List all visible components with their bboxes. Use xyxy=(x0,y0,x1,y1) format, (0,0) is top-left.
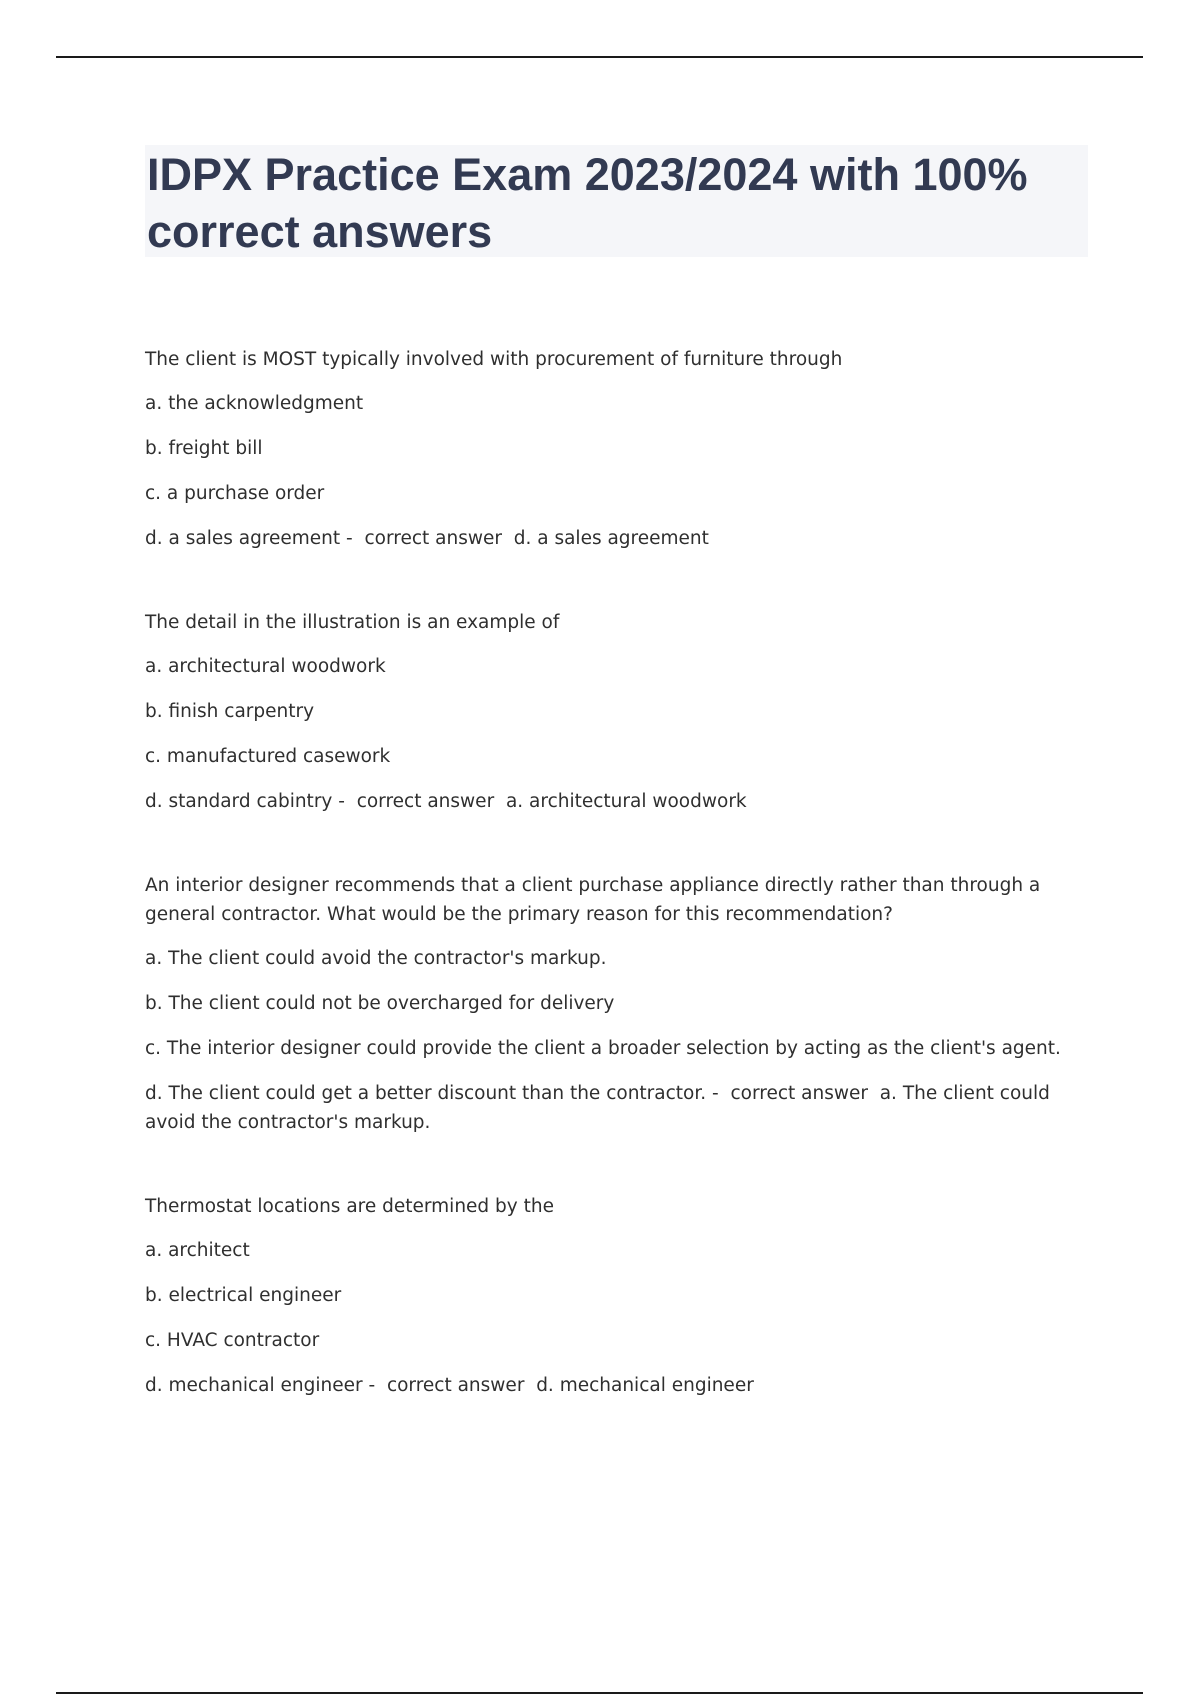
option-d-with-answer xyxy=(145,787,1090,816)
question-block xyxy=(145,345,1090,553)
option-d-with-answer xyxy=(145,1371,1090,1400)
question-text: The client is MOST typically involved with procurement of furniture through xyxy=(145,349,843,370)
option-d: d. standard cabintry xyxy=(145,791,333,812)
title-banner xyxy=(145,145,1088,257)
correct-answer: a. The client could avoid the contractor's markup. xyxy=(145,1083,1050,1133)
answer-marker: - correct answer xyxy=(706,1083,880,1104)
question-text: Thermostat locations are determined by the xyxy=(145,1196,554,1217)
option-c: c. a purchase order xyxy=(145,483,325,504)
correct-answer: d. a sales agreement xyxy=(513,528,709,549)
option-a: a. The client could avoid the contractor's markup. xyxy=(145,948,607,969)
question-text: The detail in the illustration is an example of xyxy=(145,612,560,633)
option-c: c. manufactured casework xyxy=(145,746,391,767)
option-b: b. electrical engineer xyxy=(145,1285,342,1306)
option-a: a. architectural woodwork xyxy=(145,656,386,677)
question-text: An interior designer recommends that a client purchase appliance directly rather than through a general contractor. What would be the primary reason for this recommendation? xyxy=(145,875,1041,925)
option-d: d. a sales agreement xyxy=(145,528,341,549)
option-d-with-answer xyxy=(145,524,1090,553)
option-a: a. architect xyxy=(145,1240,250,1261)
option-b: b. finish carpentry xyxy=(145,701,315,722)
document-title: IDPX Practice Exam 2023/2024 with 100% correct answers xyxy=(147,149,1028,257)
answer-marker: - correct answer xyxy=(332,791,506,812)
question-list xyxy=(145,345,1090,1455)
option-d: d. mechanical engineer xyxy=(145,1375,363,1396)
option-b: b. The client could not be overcharged for delivery xyxy=(145,993,615,1014)
answer-marker: - correct answer xyxy=(340,528,514,549)
bottom-rule xyxy=(56,1692,1143,1694)
top-rule xyxy=(56,56,1143,58)
correct-answer: a. architectural woodwork xyxy=(505,791,747,812)
option-c: c. HVAC contractor xyxy=(145,1330,320,1351)
answer-marker: - correct answer xyxy=(362,1375,537,1396)
option-c: c. The interior designer could provide the client a broader selection by acting as the client's agent. xyxy=(145,1038,1061,1059)
question-block xyxy=(145,1192,1090,1400)
correct-answer: d. mechanical engineer xyxy=(536,1375,754,1396)
question-block xyxy=(145,608,1090,816)
option-b: b. freight bill xyxy=(145,438,263,459)
question-block xyxy=(145,871,1090,1137)
option-d: d. The client could get a better discount than the contractor. xyxy=(145,1083,707,1104)
option-a: a. the acknowledgment xyxy=(145,393,364,414)
option-d-with-answer xyxy=(145,1079,1090,1137)
